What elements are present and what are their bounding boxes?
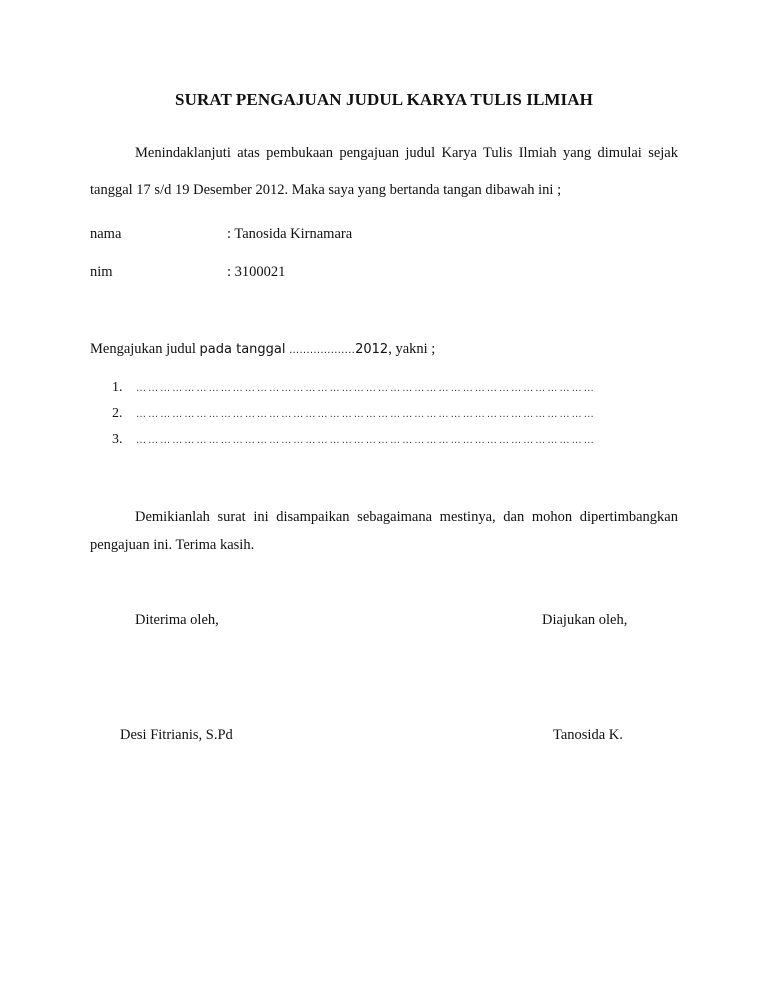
closing-paragraph-line-2: pengajuan ini. Terima kasih. — [90, 537, 255, 553]
closing-paragraph-line-1: Demikianlah surat ini disampaikan sebagaimana mestinya, dan mohon dipertimbangkan — [135, 509, 678, 525]
received-by-name: Desi Fitrianis, S.Pd — [120, 727, 233, 743]
submission-prefix: Mengajukan judul — [90, 341, 196, 357]
list-item — [112, 432, 678, 448]
intro-paragraph-line-1: Menindaklanjuti atas pembukaan pengajuan judul Karya Tulis Ilmiah yang dimulai sejak — [135, 145, 678, 161]
submission-date-label: pada tanggal — [199, 342, 286, 357]
submission-year: 2012 — [355, 342, 389, 357]
list-item — [112, 406, 678, 422]
submitted-by-name: Tanosida K. — [553, 727, 623, 743]
list-number: 2. — [112, 406, 123, 421]
received-by-label: Diterima oleh, — [135, 612, 219, 628]
list-item — [112, 380, 678, 396]
list-number: 3. — [112, 432, 123, 447]
submission-date-line — [90, 341, 435, 358]
field-label-nim: nim — [90, 264, 113, 280]
field-value-nama: : Tanosida Kirnamara — [227, 226, 353, 242]
list-number: 1. — [112, 380, 123, 395]
field-value-nim: : 3100021 — [227, 264, 286, 280]
submitted-by-label: Diajukan oleh, — [542, 612, 628, 628]
document-title: SURAT PENGAJUAN JUDUL KARYA TULIS ILMIAH — [175, 90, 593, 109]
field-label-nama: nama — [90, 226, 122, 242]
submission-suffix: , yakni ; — [388, 341, 436, 357]
list-blank-line: …………………………………………………………………………………………………… — [136, 409, 596, 420]
list-blank-line: …………………………………………………………………………………………………… — [136, 383, 596, 394]
intro-paragraph-line-2: tanggal 17 s/d 19 Desember 2012. Maka saya yang bertanda tangan dibawah ini ; — [90, 182, 562, 198]
submission-date-blank: …................ — [289, 345, 356, 356]
list-blank-line: …………………………………………………………………………………………………… — [136, 435, 596, 446]
